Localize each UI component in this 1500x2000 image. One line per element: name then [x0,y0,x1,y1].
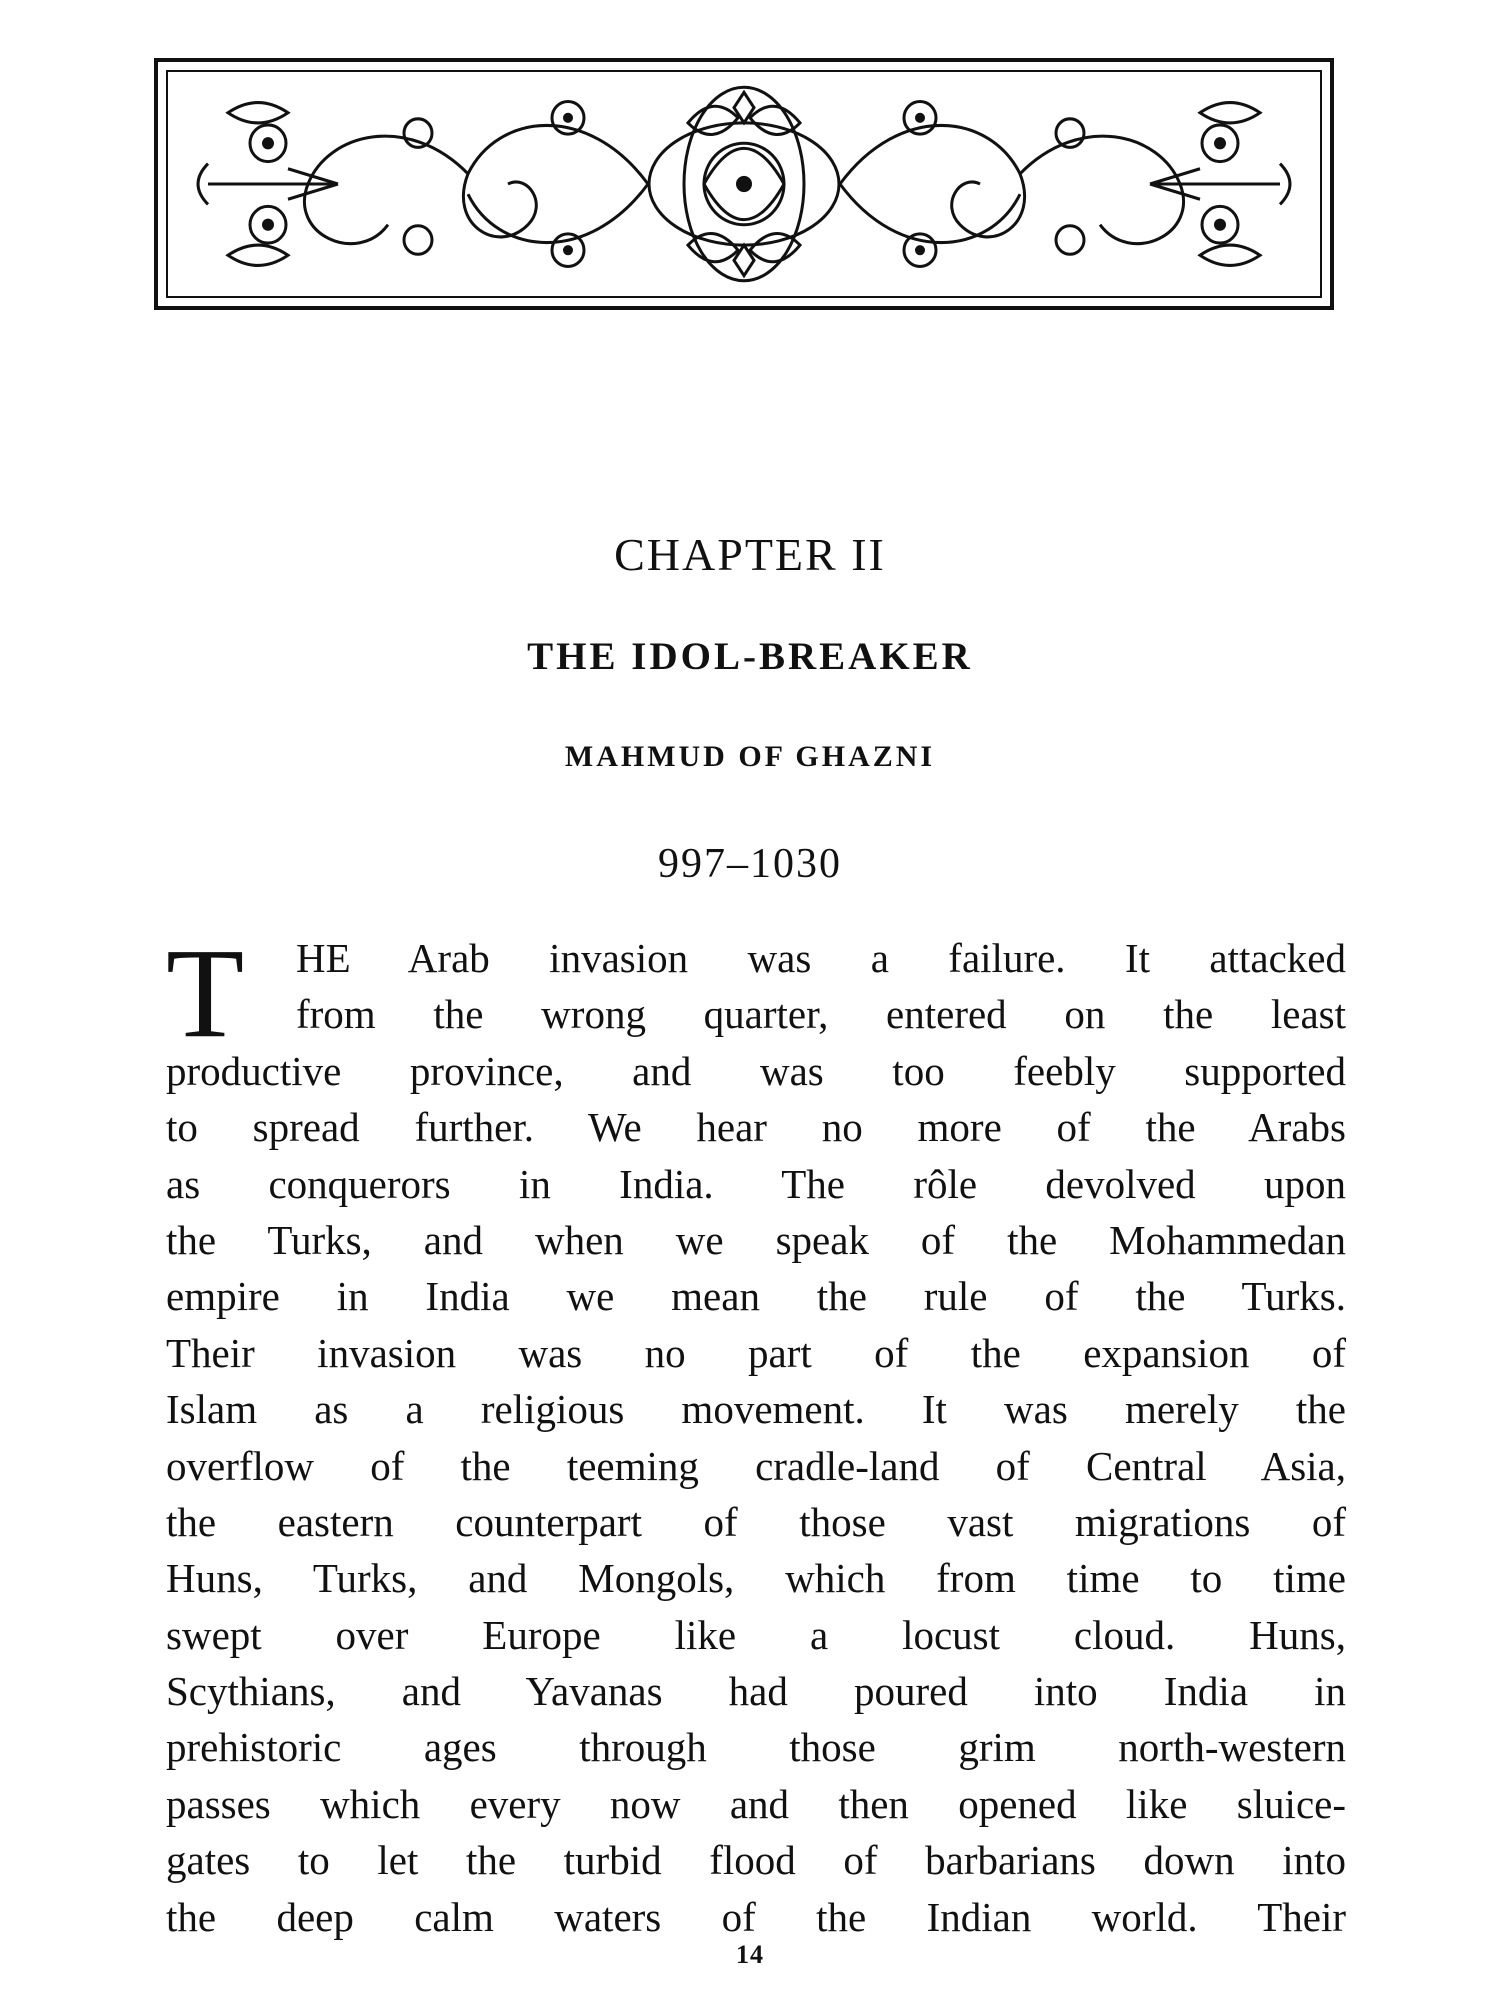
text-line: HE Arab invasion was a failure. It attacked [296,935,1346,981]
drop-cap: T [166,922,245,1064]
text-line: gates to let the turbid flood of barbarians down into [166,1837,1346,1884]
text-line: Scythians, and Yavanas had poured into India in [166,1668,1346,1715]
text-line: prehistoric ages through those grim north-western [166,1724,1346,1771]
text-line: productive province, and was too feebly supported [166,1047,1346,1094]
text-line: as conquerors in India. The rôle devolved upon [166,1160,1346,1207]
page-number: 14 [736,1940,764,1969]
chapter-title: THE IDOL-BREAKER [527,635,973,678]
text-line: the deep calm waters of the Indian world. Their [166,1893,1346,1940]
chapter-subtitle: MAHMUD OF GHAZNI [564,740,936,773]
text-line: Islam as a religious movement. It was merely the [166,1386,1346,1433]
text-line: empire in India we mean the rule of the Turks. [166,1273,1346,1320]
floral-scroll-ornament-icon [168,72,1320,296]
ornamental-headpiece [154,58,1334,310]
chapter-dates: 997–1030 [658,841,842,887]
text-line: swept over Europe like a locust cloud. Huns, [166,1611,1346,1658]
text-line: passes which every now and then opened like sluice- [166,1780,1346,1827]
text-line: Their invasion was no part of the expansion of [166,1329,1346,1376]
text-line: Huns, Turks, and Mongols, which from time to time [166,1555,1346,1602]
text-line: the Turks, and when we speak of the Mohammedan [166,1216,1346,1263]
text-line: the eastern counterpart of those vast migrations of [166,1498,1346,1545]
text-line: overflow of the teeming cradle-land of Central Asia, [166,1442,1346,1489]
text-line: to spread further. We hear no more of the Arabs [166,1104,1346,1151]
chapter-number: CHAPTER II [614,529,886,580]
text-line: from the wrong quarter, entered on the least [296,991,1346,1038]
body-paragraph [166,922,1346,1945]
